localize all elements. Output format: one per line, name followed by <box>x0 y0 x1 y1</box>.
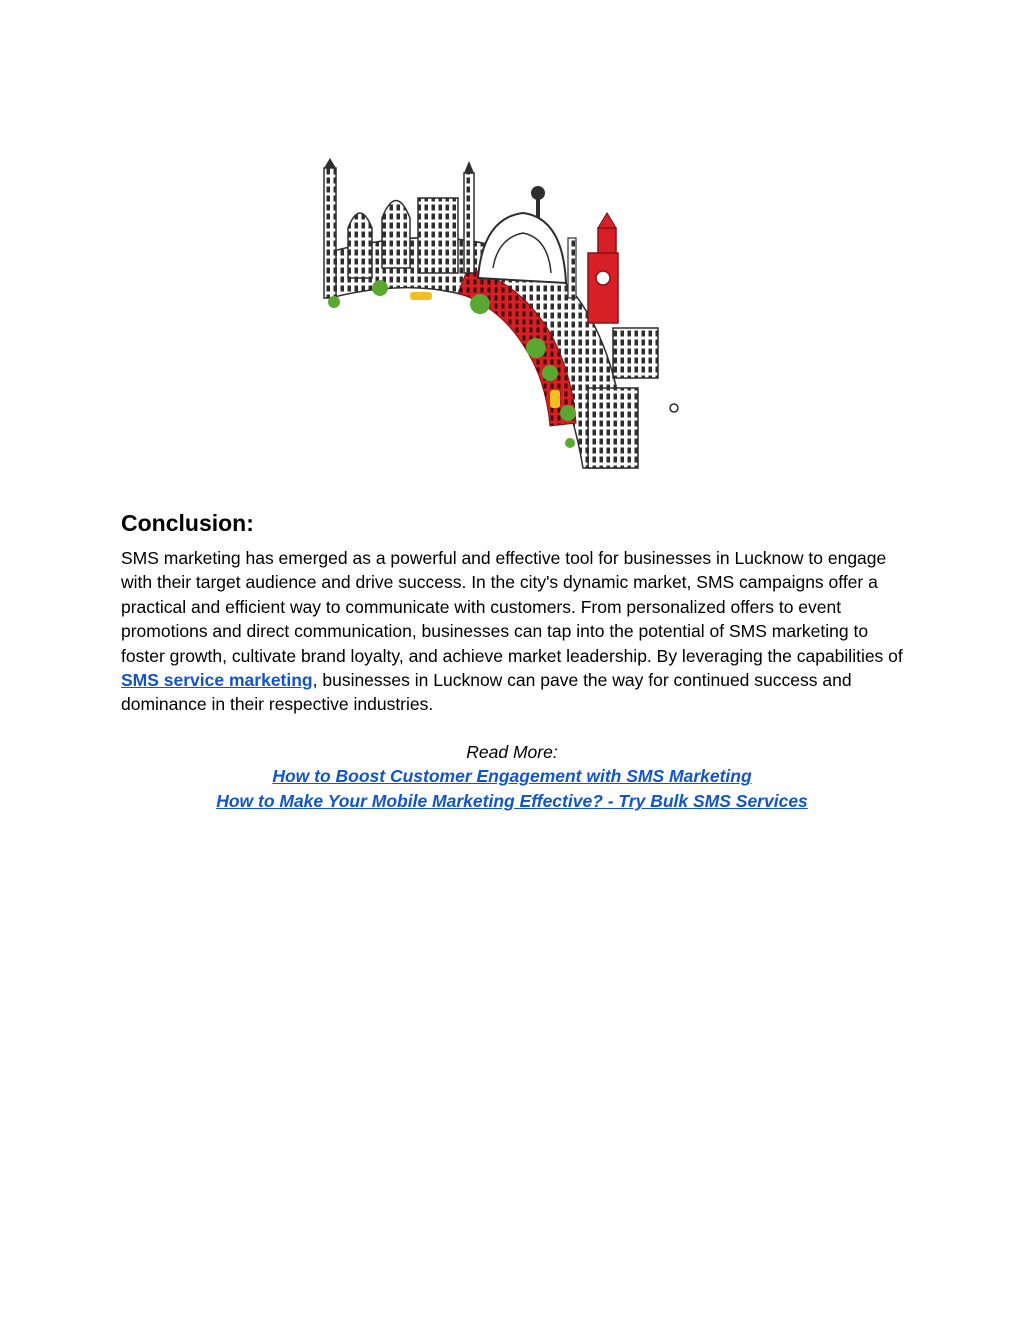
conclusion-heading: Conclusion: <box>121 510 254 536</box>
paragraph-text-after-link: , businesses in Lucknow can pave the way for continued success and dominance in their respective industries. <box>121 670 852 715</box>
lucknow-skyline-icon <box>318 158 688 473</box>
read-more-label: Read More: <box>466 742 558 762</box>
sms-service-marketing-link[interactable]: SMS service marketing <box>121 670 313 691</box>
read-more-link-customer-engagement[interactable]: How to Boost Customer Engagement with SMS Marketing <box>272 766 752 787</box>
paragraph-text-before-link: SMS marketing has emerged as a powerful and effective tool for businesses in Lucknow to engage with their target audience and drive success. In the city's dynamic market, SMS campaigns offer a practical and efficient way to communicate with customers. From personalized offers to event promotions and direct communication, businesses can tap into the potential of SMS marketing to foster growth, cultivate brand loyalty, and achieve market leadership. By leveraging the capabilities of <box>121 548 903 666</box>
city-skyline-illustration <box>318 158 688 473</box>
read-more-section <box>121 740 903 813</box>
conclusion-paragraph <box>121 546 911 717</box>
read-more-link-mobile-marketing[interactable]: How to Make Your Mobile Marketing Effective? - Try Bulk SMS Services <box>216 790 808 811</box>
